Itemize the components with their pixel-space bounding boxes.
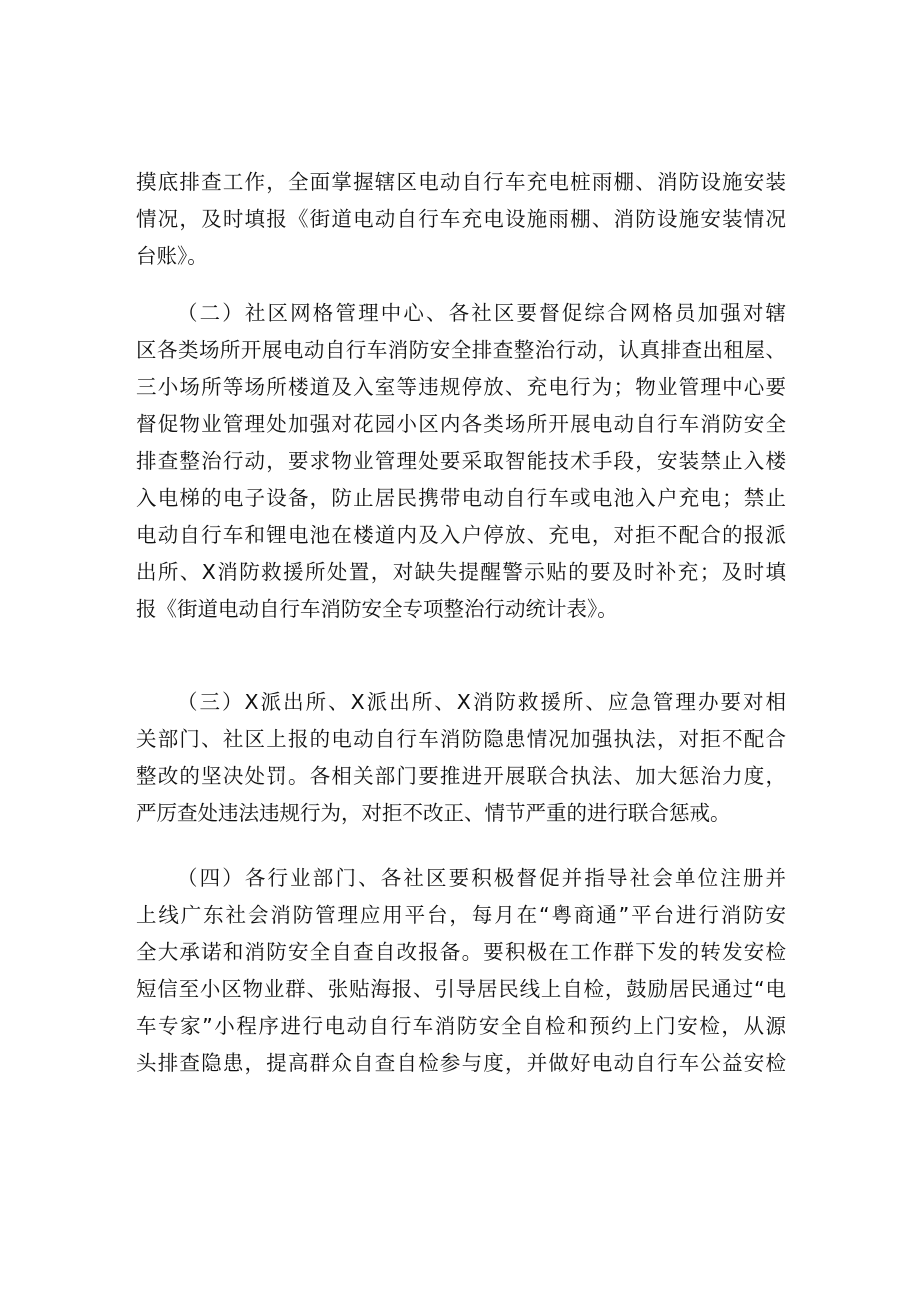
paragraph-4 [136,860,786,1082]
text-line: 区各类场所开展电动自行车消防安全排查整治行动，认真排查出租屋、 [136,338,786,362]
text-line: 关部门、社区上报的电动自行车消防隐患情况加强执法，对拒不配合 [136,727,786,751]
text-line: （二）社区网格管理中心、各社区要督促综合网格员加强对辖 [177,301,786,325]
text-line: 入电梯的电子设备，防止居民携带电动自行车或电池入户充电；禁止 [136,486,786,510]
text-line: 上线广东社会消防管理应用平台，每月在“粤商通”平台进行消防安 [136,903,786,927]
text-line: （三）X派出所、X派出所、X消防救援所、应急管理办要对相 [177,690,786,714]
text-line: 短信至小区物业群、张贴海报、引导居民线上自检，鼓励居民通过“电 [136,977,786,1001]
text-line: 全大承诺和消防安全自查自改报备。要积极在工作群下发的转发安检 [136,940,786,964]
paragraph-3 [136,684,786,832]
paragraph-2 [136,295,786,628]
text-line: 督促物业管理处加强对花园小区内各类场所开展电动自行车消防安全 [136,412,786,436]
text-line: 情况，及时填报《街道电动自行车充电设施雨棚、消防设施安装情况 [136,207,786,231]
text-line: 出所、X消防救援所处置，对缺失提醒警示贴的要及时补充；及时填 [136,560,786,584]
text-line: 台账》。 [136,244,208,268]
text-line: 三小场所等场所楼道及入室等违规停放、充电行为；物业管理中心要 [136,375,786,399]
text-line: 排查整治行动，要求物业管理处要采取智能技术手段，安装禁止入楼 [136,449,786,473]
paragraph-1 [136,164,786,275]
text-line: 车专家”小程序进行电动自行车消防安全自检和预约上门安检，从源 [136,1014,786,1038]
text-line: 电动自行车和锂电池在楼道内及入户停放、充电，对拒不配合的报派 [136,523,786,547]
text-line: （四）各行业部门、各社区要积极督促并指导社会单位注册并 [177,866,786,890]
text-line: 头排查隐患，提高群众自查自检参与度，并做好电动自行车公益安检 [136,1051,786,1075]
text-line: 整改的坚决处罚。各相关部门要推进开展联合执法、加大惩治力度， [136,764,786,788]
text-line: 严厉查处违法违规行为，对拒不改正、情节严重的进行联合惩戒。 [136,801,731,825]
text-line: 报《街道电动自行车消防安全专项整治行动统计表》。 [136,597,618,621]
text-line: 摸底排查工作，全面掌握辖区电动自行车充电桩雨棚、消防设施安装 [136,170,786,194]
